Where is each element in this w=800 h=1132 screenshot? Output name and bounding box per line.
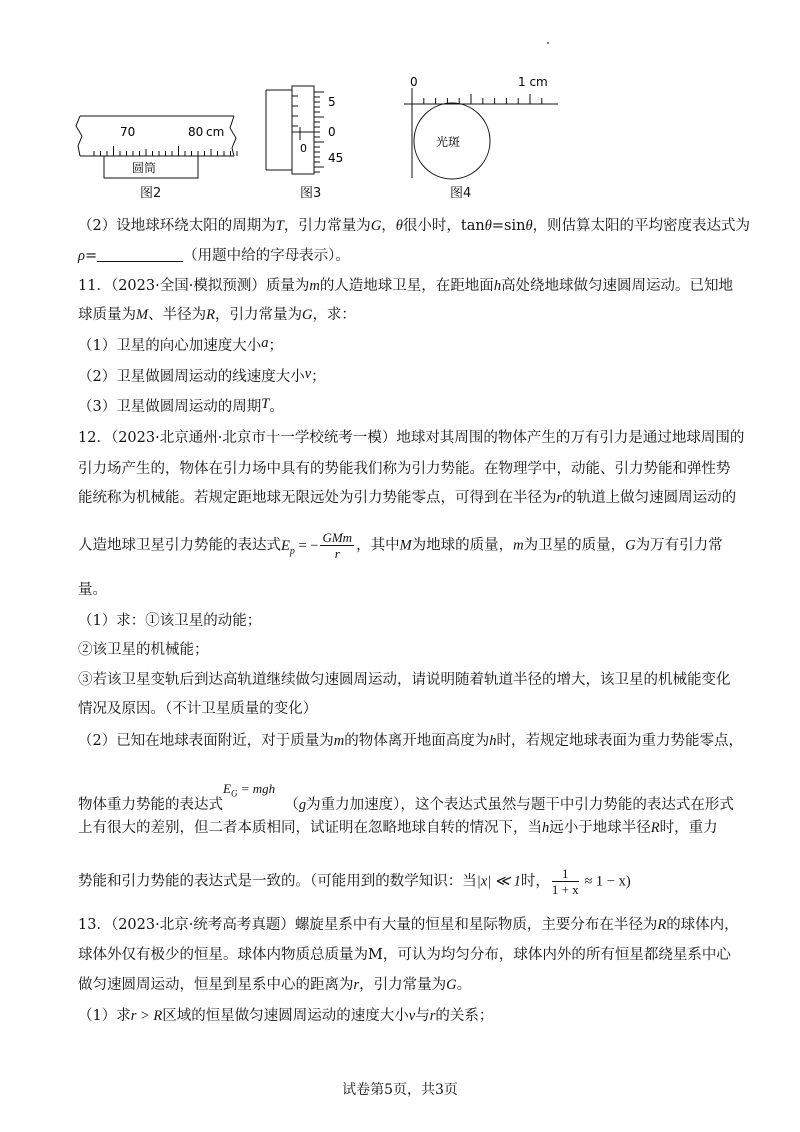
fig3-label-45: 45	[328, 151, 344, 165]
q12-part2-line3: 上有很大的差别，但二者本质相同，试证明在忽略地球自转的情况下，当h远小于地球半径R时，重力	[78, 820, 718, 836]
q11-sub2: （2）卫星做圆周运动的线速度大小v；	[78, 366, 326, 385]
ep-symbol: $E_p$ = −	[281, 537, 319, 557]
fig3-label-5: 5	[328, 95, 336, 109]
q13-line3: 做匀速圆周运动，恒星到星系中心的距离为r，引力常量为G。	[78, 977, 472, 993]
fig4-caption: 图4	[450, 186, 472, 201]
q11-sub3: （3）卫星做圆周运动的周期T。	[78, 396, 284, 415]
q11-line1: 11．（2023·全国·模拟预测）质量为m的人造地球卫星，在距地面h高处绕地球做匀速圆周运动。已知地	[78, 278, 734, 294]
q10-part2-line1: （2）设地球环绕太阳的周期为T，引力常量为G，θ很小时，tanθ=sinθ，则估算太阳的平均密度表达式为	[78, 218, 751, 234]
approx-fraction: $\frac{1}{1 + x}$	[551, 866, 579, 897]
q10-part2-line2: ρ= （用题中给的字母表示）。	[78, 248, 350, 264]
ep-fraction: $\frac{\text{GMm}}{r}$	[322, 530, 353, 561]
q12-sub1: （1）求：①该卫星的动能；	[78, 613, 262, 629]
q11-sub1: （1）卫星的向心加速度大小a；	[78, 335, 283, 354]
q12-sub3: ③若该卫星变轨后到达高轨道继续做匀速圆周运动，请说明随着轨道半径的增大，该卫星的机械能变化	[78, 672, 731, 688]
fig3-label-0-left: 0	[300, 142, 307, 155]
fig2-object-label: 圆筒	[132, 161, 157, 175]
q12-part2-line2: 物体重力势能的表达式$E_G$ = mgh （g为重力加速度），这个表达式虽然与题干中引力势能的表达式在形式	[78, 781, 734, 813]
fig4-label-0: 0	[410, 75, 418, 89]
q12-part2-line1: （2）已知在地球表面附近，对于质量为m的物体离开地面高度为h时，若规定地球表面为重力势能零点，	[78, 733, 743, 749]
q13-line1: 13．（2023·北京·统考高考真题）螺旋星系中有大量的恒星和星际物质，主要分布在半径为R的球体内，	[78, 917, 739, 933]
fig2-tick-80: 80	[188, 125, 204, 139]
q13-sub1: （1）求r > R区域的恒星做匀速圆周运动的速度大小v与r的关系；	[78, 1008, 494, 1024]
q11-line2: 球质量为M、半径为R，引力常量为G，求：	[78, 307, 356, 323]
page-dot	[547, 42, 549, 44]
q12-sub2: ②该卫星的机械能；	[78, 642, 209, 658]
q12-line3: 能统称为机械能。若规定距地球无限远处为引力势能零点，可得到在半径为r的轨道上做匀速圆周运动的	[78, 490, 737, 506]
page-footer: 试卷第5页，共3页	[342, 1082, 458, 1098]
q12-line5: 量。	[78, 582, 107, 598]
figure-4	[402, 74, 562, 180]
q13-line2: 球体外仅有极少的恒星。球体内物质总质量为M，可认为均匀分布，球体内外的所有恒星都绕星系中心	[78, 947, 731, 963]
figure-3	[262, 82, 362, 178]
fig2-tick-70: 70	[120, 125, 136, 139]
fig4-spot-label: 光斑	[436, 135, 461, 149]
q12-line1: 12．（2023·北京通州·北京市十一学校统考一模）地球对其周围的物体产生的万有引力是通过地球周围的	[78, 430, 745, 446]
answer-blank[interactable]	[97, 247, 183, 262]
fig2-caption: 图2	[140, 186, 162, 201]
fig3-label-0: 0	[328, 125, 336, 139]
eg-expression: $E_G$ = mgh	[223, 781, 276, 799]
fig4-label-1cm: 1 cm	[518, 75, 548, 89]
fig2-unit: cm	[206, 125, 225, 139]
q12-part2-line4: 势能和引力势能的表达式是一致的。（可能用到的数学知识：当|x| ≪ 1时， $\frac{1}{1 + x}$ ≈ 1 − x)	[78, 866, 631, 897]
q12-sub4: 情况及原因。（不计卫星质量的变化）	[78, 701, 318, 717]
q12-line2: 引力场产生的，物体在引力场中具有的势能我们称为引力势能。在物理学中，动能、引力势能和弹性势	[78, 461, 731, 477]
fig3-caption: 图3	[300, 186, 322, 201]
q12-line4: 人造地球卫星引力势能的表达式$E_p$ = − $\frac{\text{GMm}}{r}$ ，其中M为地球的质量，m为卫星的质量，G为万有引力常	[78, 530, 723, 561]
